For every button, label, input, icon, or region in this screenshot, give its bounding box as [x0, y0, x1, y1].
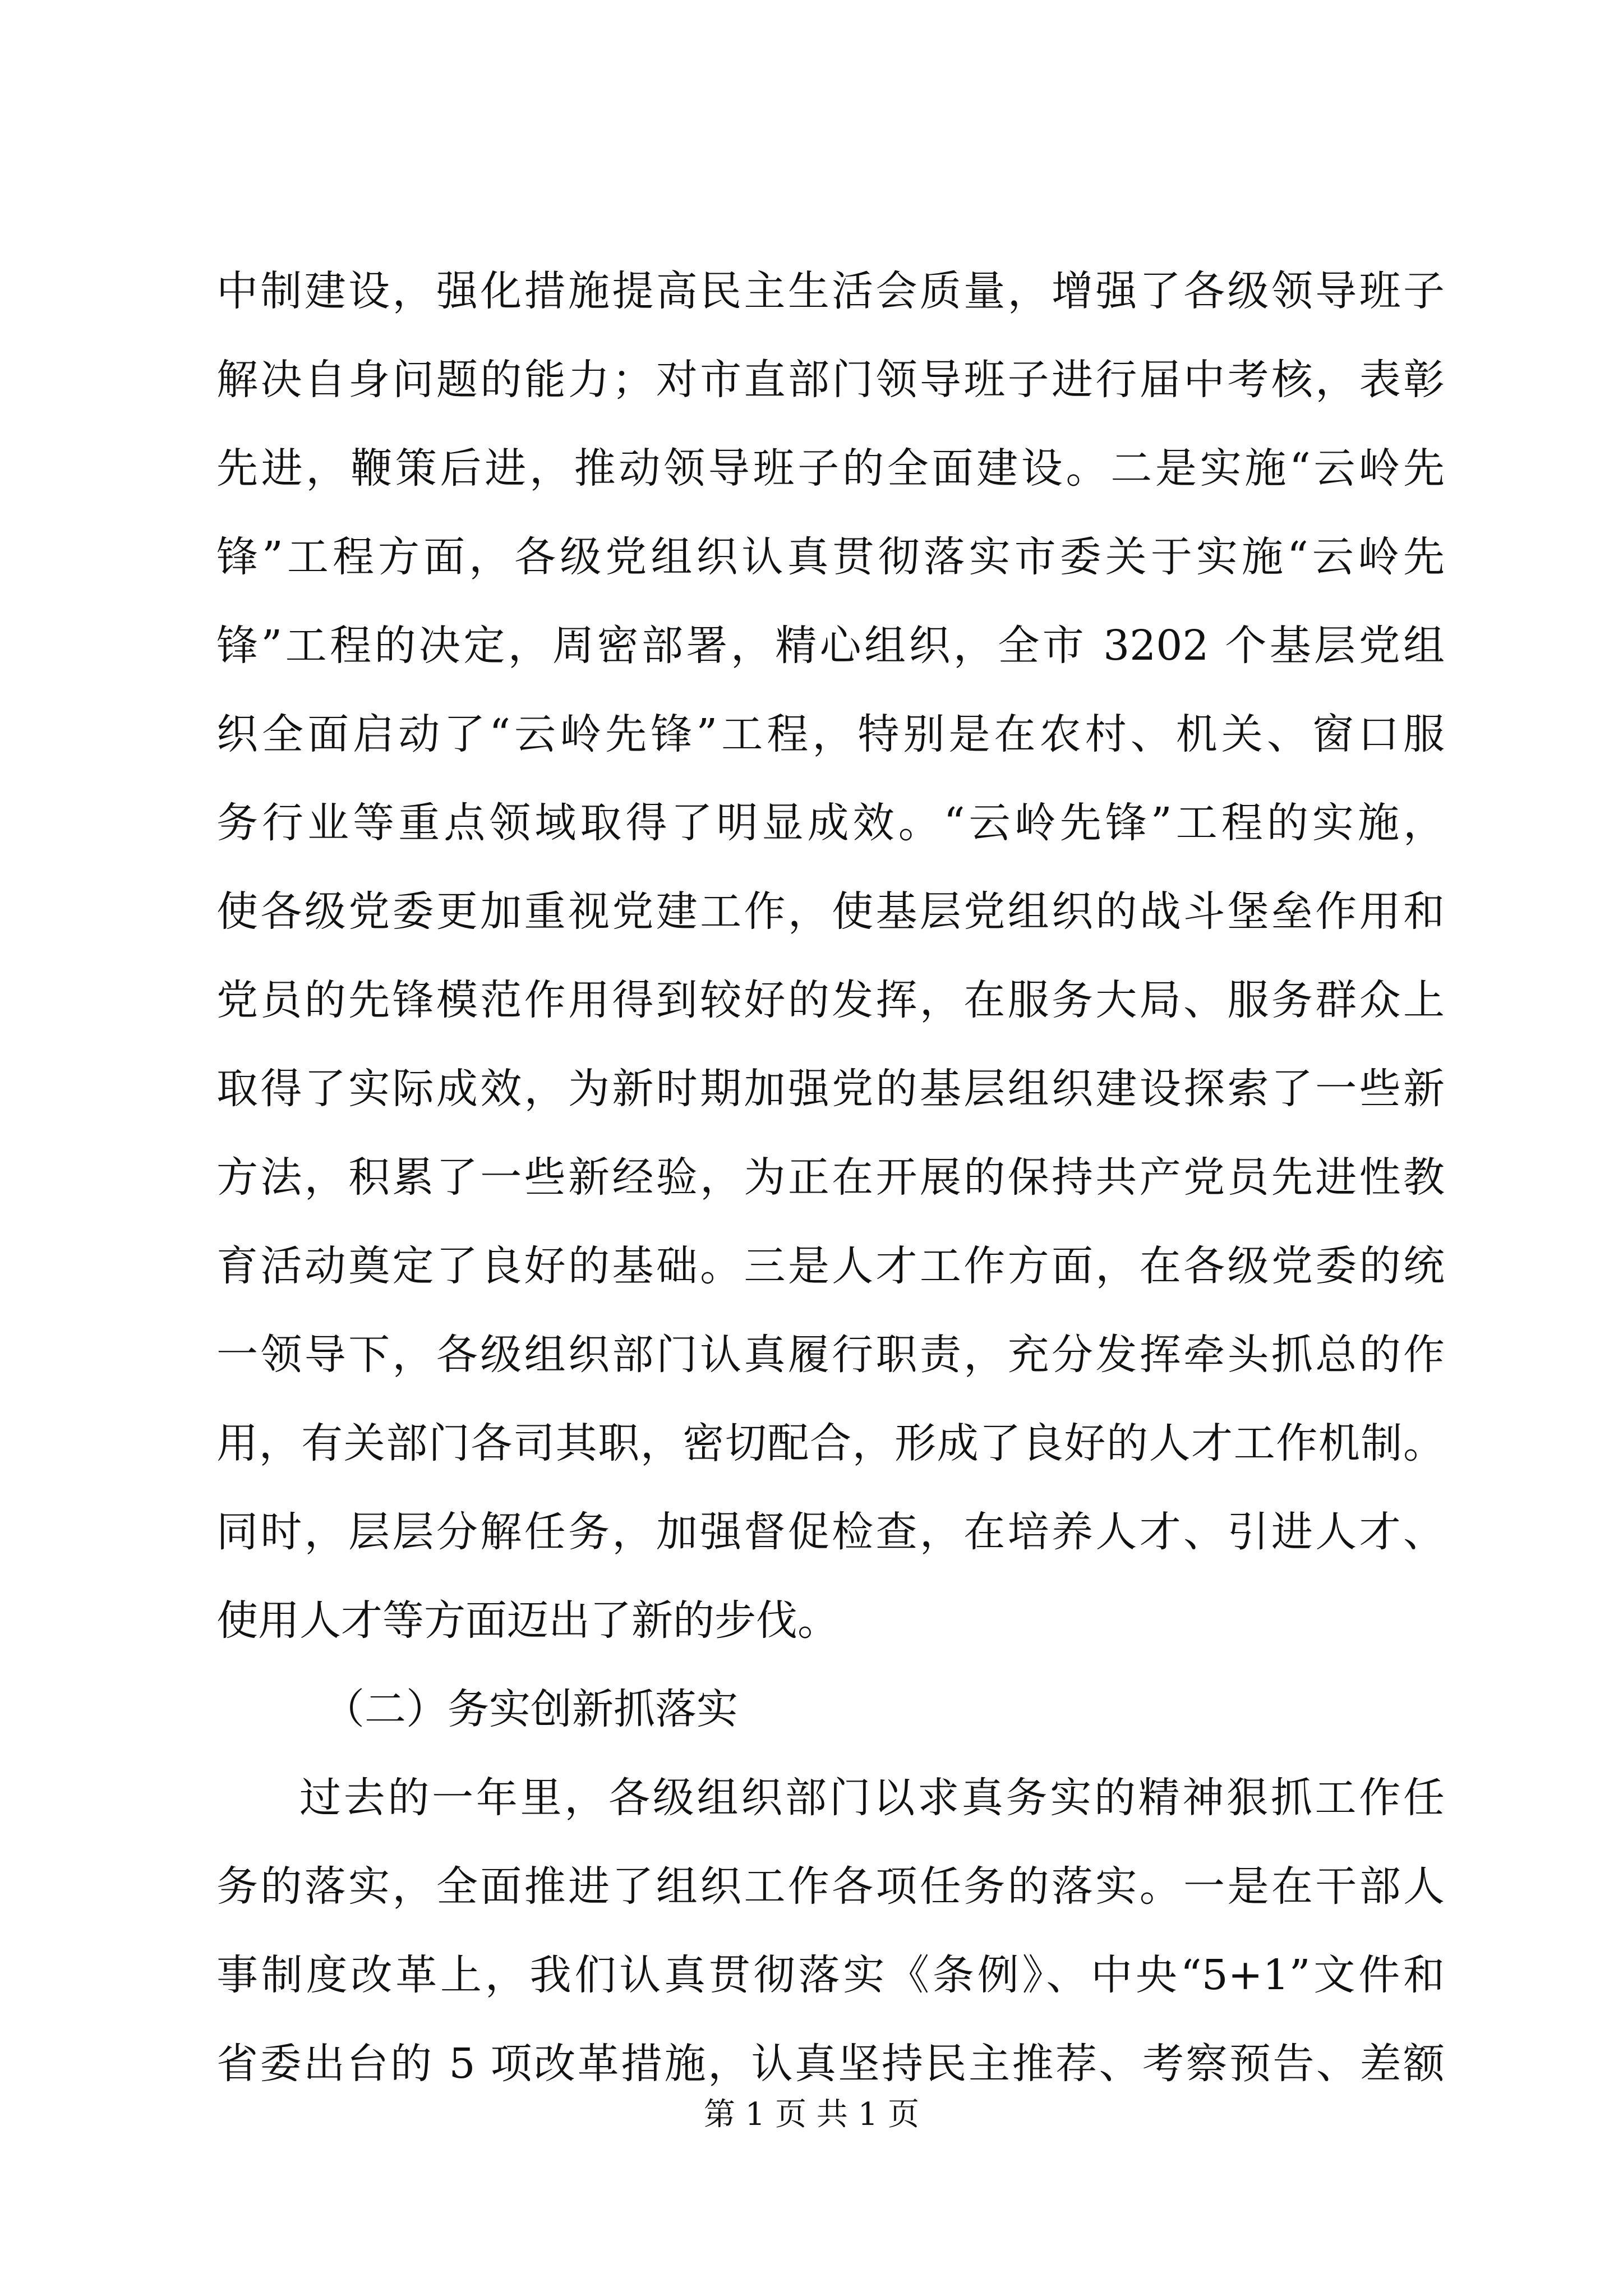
- body-line: 同时，层层分解任务，加强督促检查，在培养人才、引进人才、: [216, 1508, 1445, 1556]
- document-body: [216, 247, 1445, 2108]
- body-line: 一领导下，各级组织部门认真履行职责，充分发挥牵头抓总的作: [216, 1331, 1445, 1379]
- body-line: 锋”工程的决定，周密部署，精心组织，全市 3202 个基层党组: [216, 622, 1445, 670]
- body-line: 织全面启动了“云岭先锋”工程，特别是在农村、机关、窗口服: [216, 710, 1445, 758]
- section-heading: （二）务实创新抓落实: [323, 1685, 738, 1733]
- body-line: 方法，积累了一些新经验，为正在开展的保持共产党员先进性教: [216, 1153, 1445, 1202]
- body-line: 育活动奠定了良好的基础。三是人才工作方面，在各级党委的统: [216, 1242, 1445, 1290]
- body-line: 使各级党委更加重视党建工作，使基层党组织的战斗堡垒作用和: [216, 887, 1445, 936]
- body-line: 事制度改革上，我们认真贯彻落实《条例》、中央“5+1”文件和: [216, 1951, 1445, 1999]
- body-line: 使用人才等方面迈出了新的步伐。: [216, 1596, 839, 1645]
- body-line: 务行业等重点领域取得了明显成效。“云岭先锋”工程的实施，: [216, 799, 1445, 847]
- page-footer: 第 1 页 共 1 页: [703, 2096, 920, 2133]
- body-line: 取得了实际成效，为新时期加强党的基层组织建设探索了一些新: [216, 1065, 1445, 1113]
- body-line: 过去的一年里，各级组织部门以求真务实的精神狠抓工作任: [299, 1774, 1445, 1822]
- body-line: 务的落实，全面推进了组织工作各项任务的落实。一是在干部人: [216, 1862, 1445, 1911]
- body-line: 锋”工程方面，各级党组织认真贯彻落实市委关于实施“云岭先: [216, 533, 1445, 581]
- body-line: 党员的先锋模范作用得到较好的发挥，在服务大局、服务群众上: [216, 976, 1445, 1024]
- body-line: 解决自身问题的能力；对市直部门领导班子进行届中考核，表彰: [216, 356, 1445, 404]
- body-line: 省委出台的 5 项改革措施，认真坚持民主推荐、考察预告、差额: [216, 2040, 1445, 2088]
- body-line: 先进，鞭策后进，推动领导班子的全面建设。二是实施“云岭先: [216, 444, 1445, 493]
- body-line: 用，有关部门各司其职，密切配合，形成了良好的人才工作机制。: [216, 1419, 1445, 1467]
- body-line: 中制建设，强化措施提高民主生活会质量，增强了各级领导班子: [216, 267, 1445, 315]
